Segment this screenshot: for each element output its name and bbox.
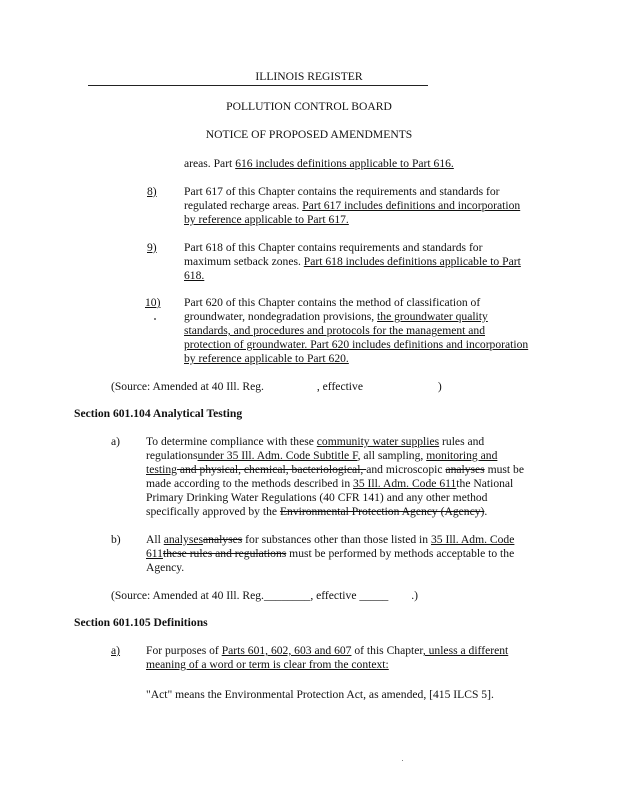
para-105a-label [111, 644, 120, 658]
source-note-2 [111, 589, 418, 603]
p104b-l1-pre: All [146, 533, 164, 546]
para-104b-line-2 [146, 547, 542, 561]
p105a-l1-u2: , unless a different [422, 644, 509, 657]
p104a-l3-s2: analyses [445, 463, 485, 476]
source-2-blank-effective: _____ [356, 589, 392, 602]
continuation-line [184, 157, 454, 171]
source-1-post: ) [437, 380, 442, 393]
para-104a-line-3 [146, 463, 542, 477]
p104a-l6-pre: specifically approved by the [146, 505, 280, 518]
item-9-label [147, 241, 177, 255]
source-note-1 [111, 380, 442, 394]
item-8-line-3: by reference applicable to Part 617. [184, 213, 349, 226]
item-8-num: 8) [147, 185, 157, 198]
item-10-label [145, 296, 175, 310]
p104b-l2-post: must be performed by methods acceptable to the [286, 547, 515, 560]
p104a-l6-s: Environmental Protection Agency (Agency) [279, 505, 485, 518]
p104a-l1-post: rules and [439, 435, 485, 448]
p105a-l1-pre: For purposes of [146, 644, 222, 657]
p104a-l2-mid: , all sampling, [357, 449, 427, 462]
p105a-label-text: a) [111, 644, 121, 657]
p104a-l4-pre: made according to the methods described in [146, 477, 354, 490]
item-8-text [184, 185, 544, 227]
p104b-l1-u: analyses [163, 533, 203, 546]
p104b-l1-mid: for substances other than those listed in [242, 533, 431, 546]
p104a-l2-pre: regulations [146, 449, 198, 462]
continuation-text: areas. Part [184, 157, 236, 170]
p104a-l4-u: 35 Ill. Adm. Code 611 [353, 477, 457, 490]
source-2-blank-date: ________ [263, 589, 311, 602]
p104a-l1-pre: To determine compliance with these [146, 435, 317, 448]
item-10-num: 10) [145, 296, 161, 309]
p104a-l3-post: must be [484, 463, 524, 476]
act-definition: "Act" means the Environmental Protection Act, as amended, [415 ILCS 5]. [146, 688, 494, 701]
p104a-l3-u: testing [146, 463, 177, 476]
item-9-num: 9) [147, 241, 157, 254]
item-9-line-2-plain: maximum setback zones. [184, 255, 304, 268]
p104a-l2-u2: monitoring and [426, 449, 498, 462]
item-10-line-4: protection of groundwater. Part 620 includes definitions and incorporation [184, 338, 529, 351]
item-10-line-3: standards, and procedures and protocols for the management and [184, 324, 486, 337]
p104b-l2-s: these rules and regulations [162, 547, 287, 560]
section-105-heading: Section 601.105 Definitions [74, 616, 208, 629]
p104a-l2-u: under 35 Ill. Adm. Code Subtitle F [197, 449, 358, 462]
p104b-l1-s: analyses [203, 533, 243, 546]
source-2-effective: , effective [310, 589, 357, 602]
item-8-line-2 [184, 199, 544, 213]
para-104a-label: a) [111, 435, 121, 448]
item-10-line-2-plain: groundwater, nondegradation provisions, [184, 310, 378, 323]
item-10-text [184, 296, 549, 366]
p104a-l1-u: community water supplies [316, 435, 440, 448]
register-title: ILLINOIS REGISTER [255, 70, 363, 83]
para-104b-line-3: Agency. [146, 561, 185, 574]
item-9-line-3: 618. [184, 269, 205, 282]
item-8-label [147, 185, 177, 199]
para-104a-line-4 [146, 477, 542, 491]
page-speck [402, 760, 403, 761]
para-104a-line-2 [146, 449, 542, 463]
agency-title: POLLUTION CONTROL BOARD [226, 100, 392, 113]
para-105a-text [146, 644, 542, 672]
para-105a-line-1 [146, 644, 542, 658]
source-1-pre: (Source: Amended at 40 Ill. Reg. [111, 380, 267, 393]
stray-mark [154, 318, 156, 320]
p104a-l3-mid: and microscopic [366, 463, 446, 476]
continuation-underlined: 616 includes definitions applicable to Part 616. [235, 157, 454, 170]
para-104b-line-1 [146, 533, 542, 547]
para-104a-line-1 [146, 435, 542, 449]
item-10-line-5: by reference applicable to Part 620. [184, 352, 349, 365]
item-8-line-2-plain: regulated recharge areas. [184, 199, 303, 212]
source-2-pre: (Source: Amended at 40 Ill. Reg. [111, 589, 264, 602]
p104a-l6-post: . [484, 505, 488, 518]
item-8-line-2-underlined: Part 617 includes definitions and incorporation [302, 199, 521, 212]
p105a-l1-u: Parts 601, 602, 603 and 607 [221, 644, 352, 657]
item-9-line-2 [184, 255, 544, 269]
section-104-heading: Section 601.104 Analytical Testing [74, 407, 243, 420]
item-10-line-2-underlined: the groundwater quality [377, 310, 488, 323]
p104b-l1-u2: 35 Ill. Adm. Code [430, 533, 515, 546]
notice-title: NOTICE OF PROPOSED AMENDMENTS [205, 128, 413, 141]
para-104b-label: b) [111, 533, 121, 546]
item-10-line-1: Part 620 of this Chapter contains the method of classification of [184, 296, 481, 309]
p104a-l3-s: and physical, chemical, bacteriological, [176, 463, 367, 476]
source-1-effective: , effective [316, 380, 366, 393]
para-104b-text [146, 533, 542, 575]
para-104a-line-5: Primary Drinking Water Regulations (40 CFR 141) and any other method [146, 491, 488, 504]
item-9-line-2-underlined: Part 618 includes definitions applicable to Part [303, 255, 521, 268]
source-2-post: .) [411, 589, 419, 602]
item-8-line-1: Part 617 of this Chapter contains the requirements and standards for [184, 185, 500, 198]
p104b-l2-u: 611 [146, 547, 163, 560]
item-9-line-1: Part 618 of this Chapter contains requirements and standards for [184, 241, 483, 254]
p105a-l1-mid: of this Chapter [351, 644, 423, 657]
item-9-text [184, 241, 544, 283]
para-104a-text [146, 435, 542, 519]
para-104a-line-6 [146, 505, 542, 519]
p104a-l4-post: the National [456, 477, 514, 490]
header-rule [88, 85, 428, 86]
item-10-line-2 [184, 310, 549, 324]
para-105a-line-2: meaning of a word or term is clear from the context: [146, 658, 389, 671]
